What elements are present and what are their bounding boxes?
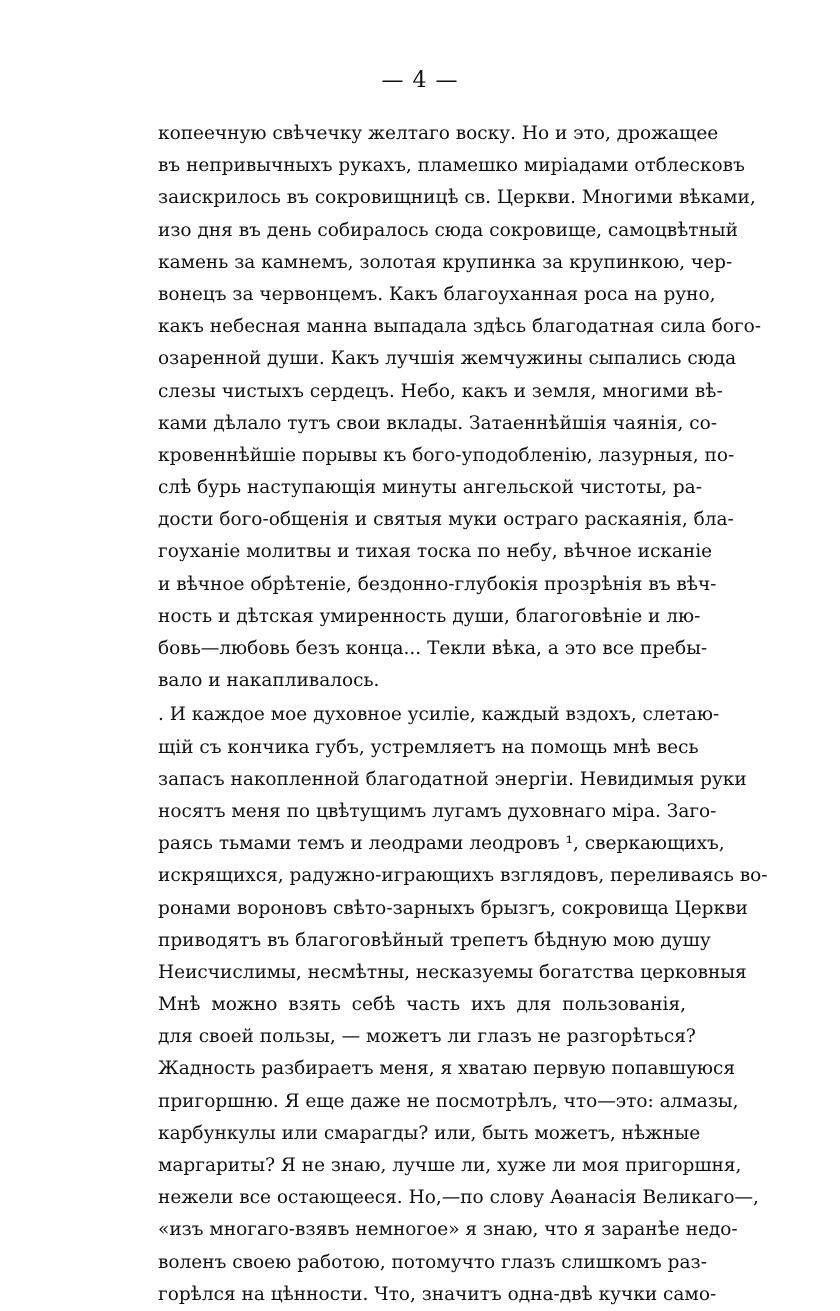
text-line: щій съ кончика губъ, устремляетъ на помощь мнѣ весь xyxy=(158,736,699,758)
text-line: запасъ накопленной благодатной энергіи. Невидимыя руки xyxy=(158,768,747,790)
text-line: раясь тьмами темъ и леодрами леодровъ ¹, сверкающихъ, xyxy=(158,833,725,855)
text-line: Неисчислимы, несмѣтны, несказуемы богатства церковныя xyxy=(158,961,747,983)
text-line: приводятъ въ благоговѣйный трепетъ бѣдную мою душу xyxy=(158,929,711,951)
text-line: кровеннѣйшіе порывы къ бого-уподобленію, лазурныя, по- xyxy=(158,444,735,466)
text-line: «изъ многаго-взявъ немногое» я знаю, что я заранѣе недо- xyxy=(158,1219,738,1241)
text-line: Мнѣ можно взять себѣ часть ихъ для пользованія, xyxy=(158,994,686,1016)
text-line: нежели все остающееся. Но,—по слову Аѳанасія Великаго—, xyxy=(158,1187,759,1209)
text-line: слезы чистыхъ сердецъ. Небо, какъ и земля, многими вѣ- xyxy=(158,380,723,402)
text-line: горѣлся на цѣнности. Что, значитъ одна-двѣ кучки само- xyxy=(158,1283,717,1305)
text-line: маргариты? Я не знаю, лучше ли, хуже ли моя пригоршня, xyxy=(158,1155,742,1176)
paragraph-2 xyxy=(158,699,768,1311)
text-line: носятъ меня по цвѣтущимъ лугамъ духовнаго міра. Заго- xyxy=(158,800,717,822)
text-line: изо дня въ день собиралось сюда сокровище, самоцвѣтный xyxy=(158,219,738,241)
text-line: воленъ своею работою, потомучто глазъ слишкомъ раз- xyxy=(158,1251,707,1273)
text-line: пригоршню. Я еще даже не посмотрѣлъ, что—это: алмазы, xyxy=(158,1090,739,1112)
text-line: слѣ бурь наступающія минуты ангельской чистоты, ра- xyxy=(158,477,702,499)
text-line: озаренной души. Какъ лучшія жемчужины сыпались сюда xyxy=(158,348,737,370)
text-line: въ непривычныхъ рукахъ, пламешко миріадами отблесковъ xyxy=(158,155,745,177)
text-line: Жадность разбираетъ меня, я хватаю первую попавшуюся xyxy=(158,1058,736,1080)
text-line: ками дѣлало тутъ свои вклады. Затаеннѣйшія чаянія, со- xyxy=(158,412,718,434)
text-line: гоуханіе молитвы и тихая тоска по небу, вѣчное исканіе xyxy=(158,541,713,563)
page-number: — 4 — xyxy=(381,68,459,93)
paragraph-1 xyxy=(158,118,761,697)
text-line: . И каждое мое духовное усиліе, каждый вздохъ, слетаю- xyxy=(158,704,720,726)
text-line: вонецъ за червонцемъ. Какъ благоуханная роса на руно, xyxy=(158,283,716,305)
text-line: какъ небесная манна выпадала здѣсь благодатная сила бого- xyxy=(158,316,761,338)
text-line: ность и дѣтская умиренность души, благоговѣніе и лю- xyxy=(158,605,701,627)
text-line: бовь—любовь безъ конца... Текли вѣка, а это все пребы- xyxy=(158,638,708,659)
text-line: карбункулы или смарагды? или, быть можетъ, нѣжные xyxy=(158,1122,701,1144)
text-line: копеечную свѣчечку желтаго воску. Но и это, дрожащее xyxy=(158,123,719,144)
text-line: и вѣчное обрѣтеніе, бездонно-глубокія прозрѣнія въ вѣч- xyxy=(158,573,717,595)
text-line: заискрилось въ сокровищницѣ св. Церкви. Многими вѣками, xyxy=(158,187,756,209)
text-line: камень за камнемъ, золотая крупинка за крупинкою, чер- xyxy=(158,251,733,273)
text-line: дости бого-общенія и святыя муки остраго раскаянія, бла- xyxy=(158,509,734,531)
text-line: вало и накапливалось. xyxy=(158,670,380,692)
text-line: ронами вороновъ свѣто-зарныхъ брызгъ, сокровища Церкви xyxy=(158,897,748,919)
text-line: для своей пользы, — можетъ ли глазъ не разгорѣться? xyxy=(158,1026,696,1048)
text-line: искрящихся, радужно-играющихъ взглядовъ, переливаясь во- xyxy=(158,865,768,887)
body-text xyxy=(158,118,768,1311)
